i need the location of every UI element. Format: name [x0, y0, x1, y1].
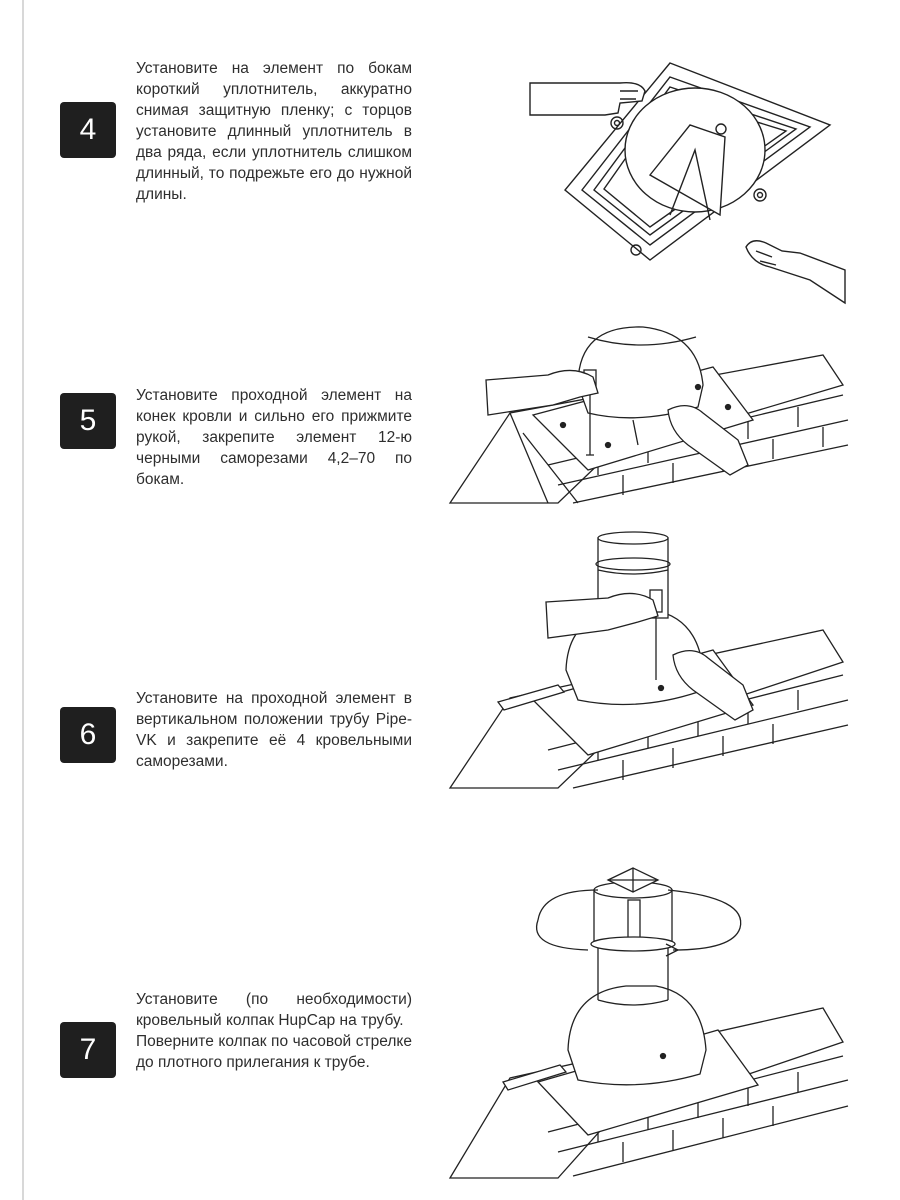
step-instruction — [136, 989, 412, 1073]
cap-installation-illustration — [448, 860, 858, 1180]
roof-element-screws-illustration — [448, 325, 858, 510]
instruction-paragraph: Установите проходной элемент на конек кровли и сильно его прижмите рукой, закрепите элемент 12-ю черными саморезами 4,2–70 по бокам. — [136, 387, 412, 488]
pipe-installation-illustration — [448, 530, 858, 792]
step-instruction — [136, 58, 412, 205]
step-number: 4 — [79, 113, 97, 146]
step-number-badge — [60, 393, 116, 449]
step-instruction — [136, 385, 412, 490]
step-instruction — [136, 688, 412, 772]
step-number-badge — [60, 707, 116, 763]
page-margin-line — [22, 0, 24, 1200]
step-number: 5 — [79, 404, 97, 437]
instruction-paragraph: Установите на элемент по бокам короткий уплотнитель, аккуратно снимая защитную пленку; с торцов установите длинный уплотнитель в два ряда, если уплотнитель слишком длинный, то подрежьте его до нужной длины. — [136, 60, 412, 203]
step-number: 7 — [79, 1033, 97, 1066]
instruction-paragraph: Установите на проходной элемент в вертикальном положении трубу Pipe-VK и закрепите её 4 кровельными саморезами. — [136, 690, 412, 770]
step-number-badge — [60, 1022, 116, 1078]
step-number-badge — [60, 102, 116, 158]
instruction-paragraph: Установите (по необходимости) кровельный колпак HupCap на трубу. — [136, 991, 412, 1029]
instruction-paragraph: Поверните колпак по часовой стрелке до плотного прилегания к трубе. — [136, 1033, 412, 1071]
step-number: 6 — [79, 718, 97, 751]
seal-installation-illustration — [520, 55, 850, 305]
